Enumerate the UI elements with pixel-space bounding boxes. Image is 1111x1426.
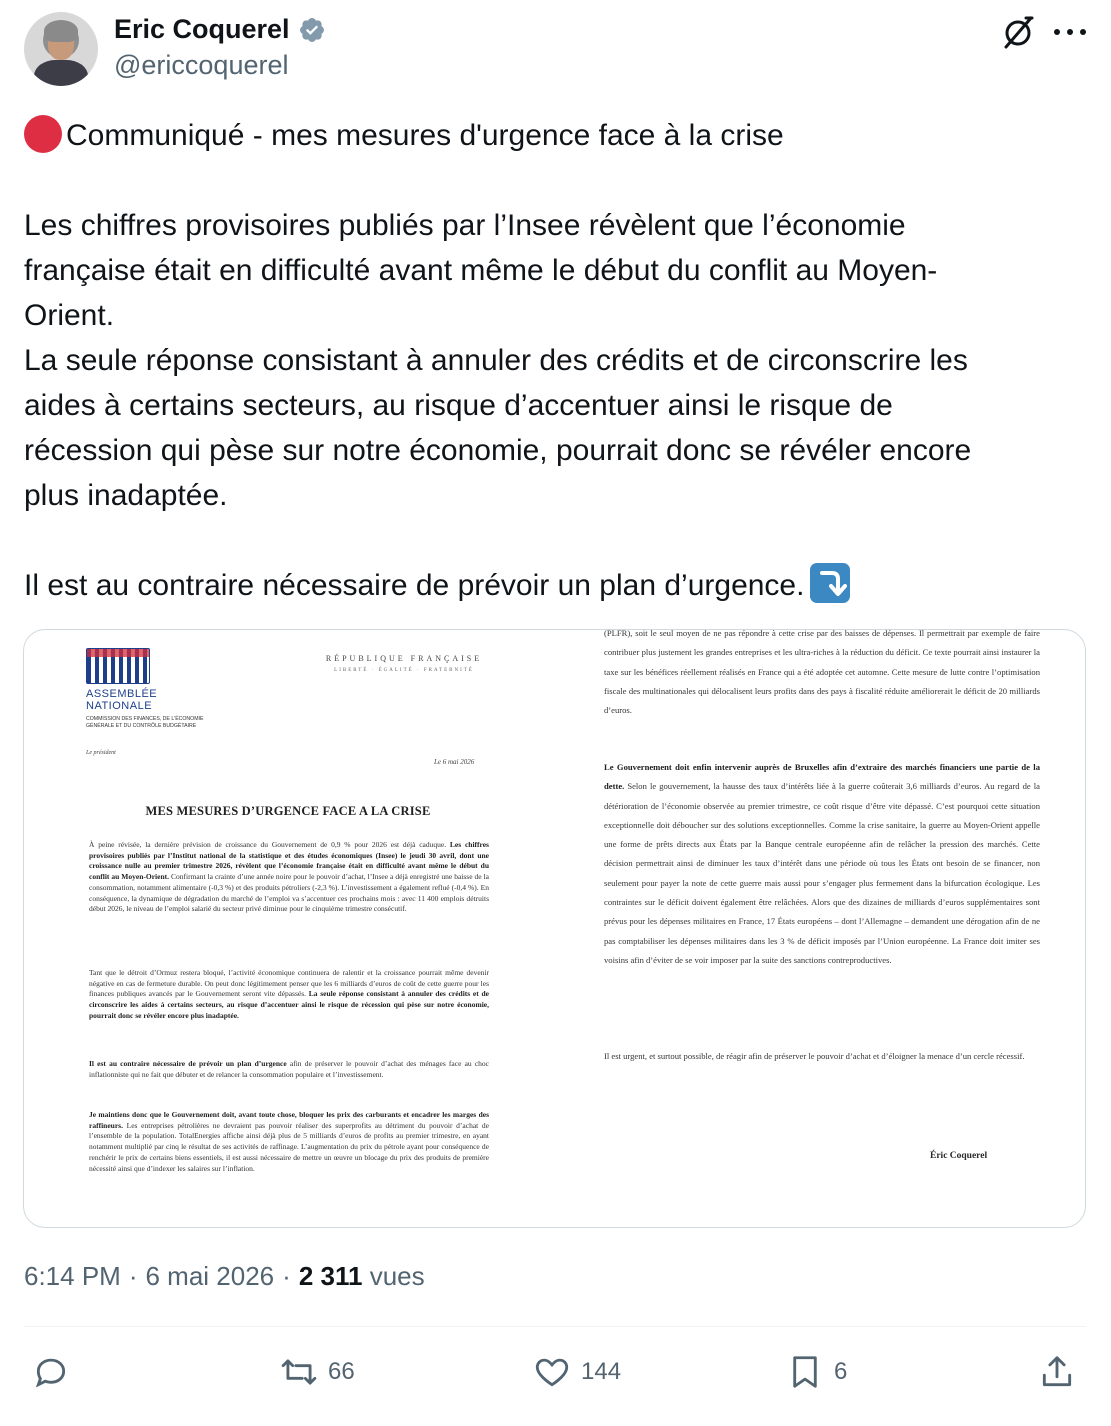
tweet-time[interactable]: 6:14 PM (24, 1261, 121, 1291)
tweet-paragraph-2: Il est au contraire nécessaire de prévoir un plan d’urgence. (24, 569, 805, 602)
views-count: 2 311 (298, 1261, 363, 1291)
document-paragraph: À peine révisée, la dernière prévision de croissance du Gouvernement de 0,9 % pour 2026 est déjà caduque. Les chiffres provisoires publiés par l’Institut national de la statistique et des études économiques (Insee) le jeudi 30 avril, dont une croissance nulle au premier trimestre 2026, révèlent que l’économie française était en difficulté avant même le début du conflit au Moyen-Orient. Confirmant la crainte d’une année noire pour le pouvoir d’achat, l’Insee a déjà enregistré une baisse de la consommation, notamment alimentaire (-0,3 %) et des produits pétroliers (-2,3 %). L’investissement a également reflué (-0,4 %). En conséquence, la dynamique de dégradation du marché de l’emploi va s’accentuer ces prochains mois : avec 11 400 emplois détruits début 2026, le niveau de l’emploi salarié du secteur privé diminue pour le cinquième trimestre consécutif. (89, 840, 490, 914)
document-page-right (604, 630, 1040, 1228)
republique-heading: RÉPUBLIQUE FRANÇAISE (325, 654, 483, 663)
avatar-shoulders (34, 60, 88, 86)
meta-separator: · (282, 1261, 291, 1291)
reply-icon (32, 1353, 70, 1391)
tweet-paragraph-1: Les chiffres provisoires publiés par l’Insee révèlent que l’économie française était en difficulté avant même le début du conflit au Moyen- Orient. La seule réponse consistant à annuler des crédits et de circonscrire les aides à certains secteurs, au risque d’accentuer ainsi le risque de récession qui pèse sur notre économie, pourrait donc se révéler encore plus inadaptée. (24, 209, 972, 512)
retweet-button[interactable] (280, 1350, 355, 1394)
republique-motto: LIBERTÉ · ÉGALITÉ · FRATERNITÉ (334, 668, 474, 673)
tweet-headline: Communiqué - mes mesures d'urgence face à la crise (66, 119, 784, 152)
author-name-row[interactable] (114, 14, 326, 45)
commission-name: COMMISSION DES FINANCES, DE L'ÉCONOMIE GÉNÉRALE ET DU CONTRÔLE BUDGÉTAIRE (86, 716, 204, 729)
views-label: vues (369, 1261, 425, 1291)
more-options-icon[interactable] (1052, 18, 1088, 46)
document-paragraph: Le Gouvernement doit enfin intervenir auprès de Bruxelles afin d’extraire des marchés financiers une partie de la dette. Selon le gouvernement, la hausse des taux d’intérêts liée à la guerre coûterait 3,6 milliards d’euros. Au regard de la détérioration de l’économie observée au premier trimestre, ce coût risque d’être vite dépassé. C’est pourquoi cette situation exceptionnelle doit déboucher sur des solutions exceptionnelles. Comme la crise sanitaire, la guerre au Moyen-Orient appelle une forme de prêts directs aux États par la Banque centrale européenne afin de relâcher la pression des marchés. Cette décision permettrait ainsi de diminuer les taux d’intérêt dans une période où tous les États ont besoin de se financer, non seulement pour payer la note de cette guerre mais aussi pour s’engager plus fermement dans la bifurcation écologique. Les contraintes sur le déficit doivent également être relâchées. Alors que des dizaines de milliards d’euros supplémentaires sont prévus pour les dépenses militaires en France, 17 États européens – dont l’Allemagne – demandent une dérogation afin de ne pas comptabiliser les dépenses militaires dans les 3 % de déficit imposés par l’Union européenne. La France doit imiter ses voisins afin d’éviter de se voir imposer par la suite des sanctions contreproductives. (604, 762, 1040, 965)
author-display-name[interactable]: Eric Coquerel (114, 14, 290, 44)
document-date: Le 6 mai 2026 (434, 758, 475, 766)
document-paragraph: Il est urgent, et surtout possible, de réagir afin de préserver le pouvoir d’achat et d’éloigner la menace d’un cercle récessif. (604, 1051, 1025, 1061)
document-paragraph: Je maintiens donc que le Gouvernement doit, avant toute chose, bloquer les prix des carburants et encadrer les marges des raffineurs. Les entreprises pétrolières ne devraient pas pouvoir réaliser des superprofits au détriment du pouvoir d’achat de l’ensemble de la population. TotalEnergies affiche ainsi déjà plus de 5 milliards d’euros de profits au premier trimestre, en ayant notamment multiplié par cinq le résultat de ses activités de raffinage. L’augmentation du prix du pétrole ayant pour conséquence de renchérir le prix de certains biens essentiels, il est aussi nécessaire de mettre un œuvre un blocage du prix des produits de première nécessité ainsi que d’indexer les salaires sur l’inflation. (89, 1110, 489, 1173)
avatar-hair (44, 20, 78, 42)
retweet-icon (280, 1353, 318, 1391)
document-title: MES MESURES D’URGENCE FACE A LA CRISE (145, 804, 431, 818)
assemblee-nationale-logo (86, 648, 150, 684)
document-page-left (74, 630, 554, 1228)
divider (24, 1326, 1086, 1327)
tweet-first-line (24, 113, 1084, 158)
share-button[interactable] (1038, 1350, 1076, 1394)
document-paragraph: Tant que le détroit d’Ormuz restera bloqué, l’activité économique continuera de ralentir et la croissance pourrait même devenir négative en cas de fermeture durable. On peut donc légitimement penser que les 6 milliards d’euros de coût de cette guerre pour les finances publiques avancés par le Gouvernement seront vite dépassés. La seule réponse consistant à annuler des crédits et de circonscrire les aides à certains secteurs, au risque d’accentuer ainsi le risque de récession qui pèse sur notre économie, pourrait donc se révéler encore plus inadaptée. (89, 968, 489, 1020)
verified-badge-icon (298, 16, 326, 44)
red-circle-icon (24, 115, 62, 153)
tweet-blank-line (24, 518, 1084, 563)
like-button[interactable] (533, 1350, 621, 1394)
right-arrow-curving-down-icon (810, 563, 850, 603)
assemblee-title: ASSEMBLÉE NATIONALE (86, 688, 158, 712)
tweet-paragraph-2-line (24, 563, 1084, 608)
heart-icon (533, 1353, 571, 1391)
president-label: Le président (86, 750, 116, 756)
retweet-count: 66 (328, 1358, 355, 1385)
avatar[interactable] (24, 12, 98, 86)
document-paragraph: (PLFR), soit le seul moyen de ne pas répondre à cette crise par des baisses de dépenses. Il permettrait par exemple de faire contribuer plus justement les grandes entreprises et les ultra-riches à la réduction du déficit. Ce texte pourrait ainsi instaurer la taxe sur les bénéfices réellement réalisés en France qui a été adoptée cet automne. Cette mesure de lutte contre l’optimisation fiscale des multinationales qui délocalisent leurs profits dans des pays à fiscalité réduite améliorerait le déficit de 20 milliards d’euros. (604, 629, 1040, 716)
media-image-card[interactable] (23, 629, 1086, 1228)
tweet-metadata (24, 1261, 425, 1292)
tweet-date[interactable]: 6 mai 2026 (145, 1261, 275, 1291)
share-icon (1038, 1353, 1076, 1391)
document-signature: Éric Coquerel (930, 1151, 988, 1161)
author-handle[interactable]: @ericcoquerel (114, 50, 289, 80)
tweet-blank-line (24, 158, 1084, 203)
like-count: 144 (581, 1358, 622, 1385)
bookmark-button[interactable] (786, 1350, 847, 1394)
bookmark-count: 6 (834, 1358, 848, 1385)
grok-icon[interactable] (1000, 14, 1036, 50)
tweet-text (24, 113, 1084, 608)
bookmark-icon (786, 1353, 824, 1391)
document-paragraph: Il est au contraire nécessaire de prévoir un plan d’urgence afin de préserver le pouvoir d’achat des ménages face au choc inflationniste qui ne fait que débuter et de relancer la consommation populaire et l’investissement. (89, 1059, 489, 1079)
reply-button[interactable] (32, 1350, 80, 1394)
meta-separator: · (128, 1261, 138, 1291)
